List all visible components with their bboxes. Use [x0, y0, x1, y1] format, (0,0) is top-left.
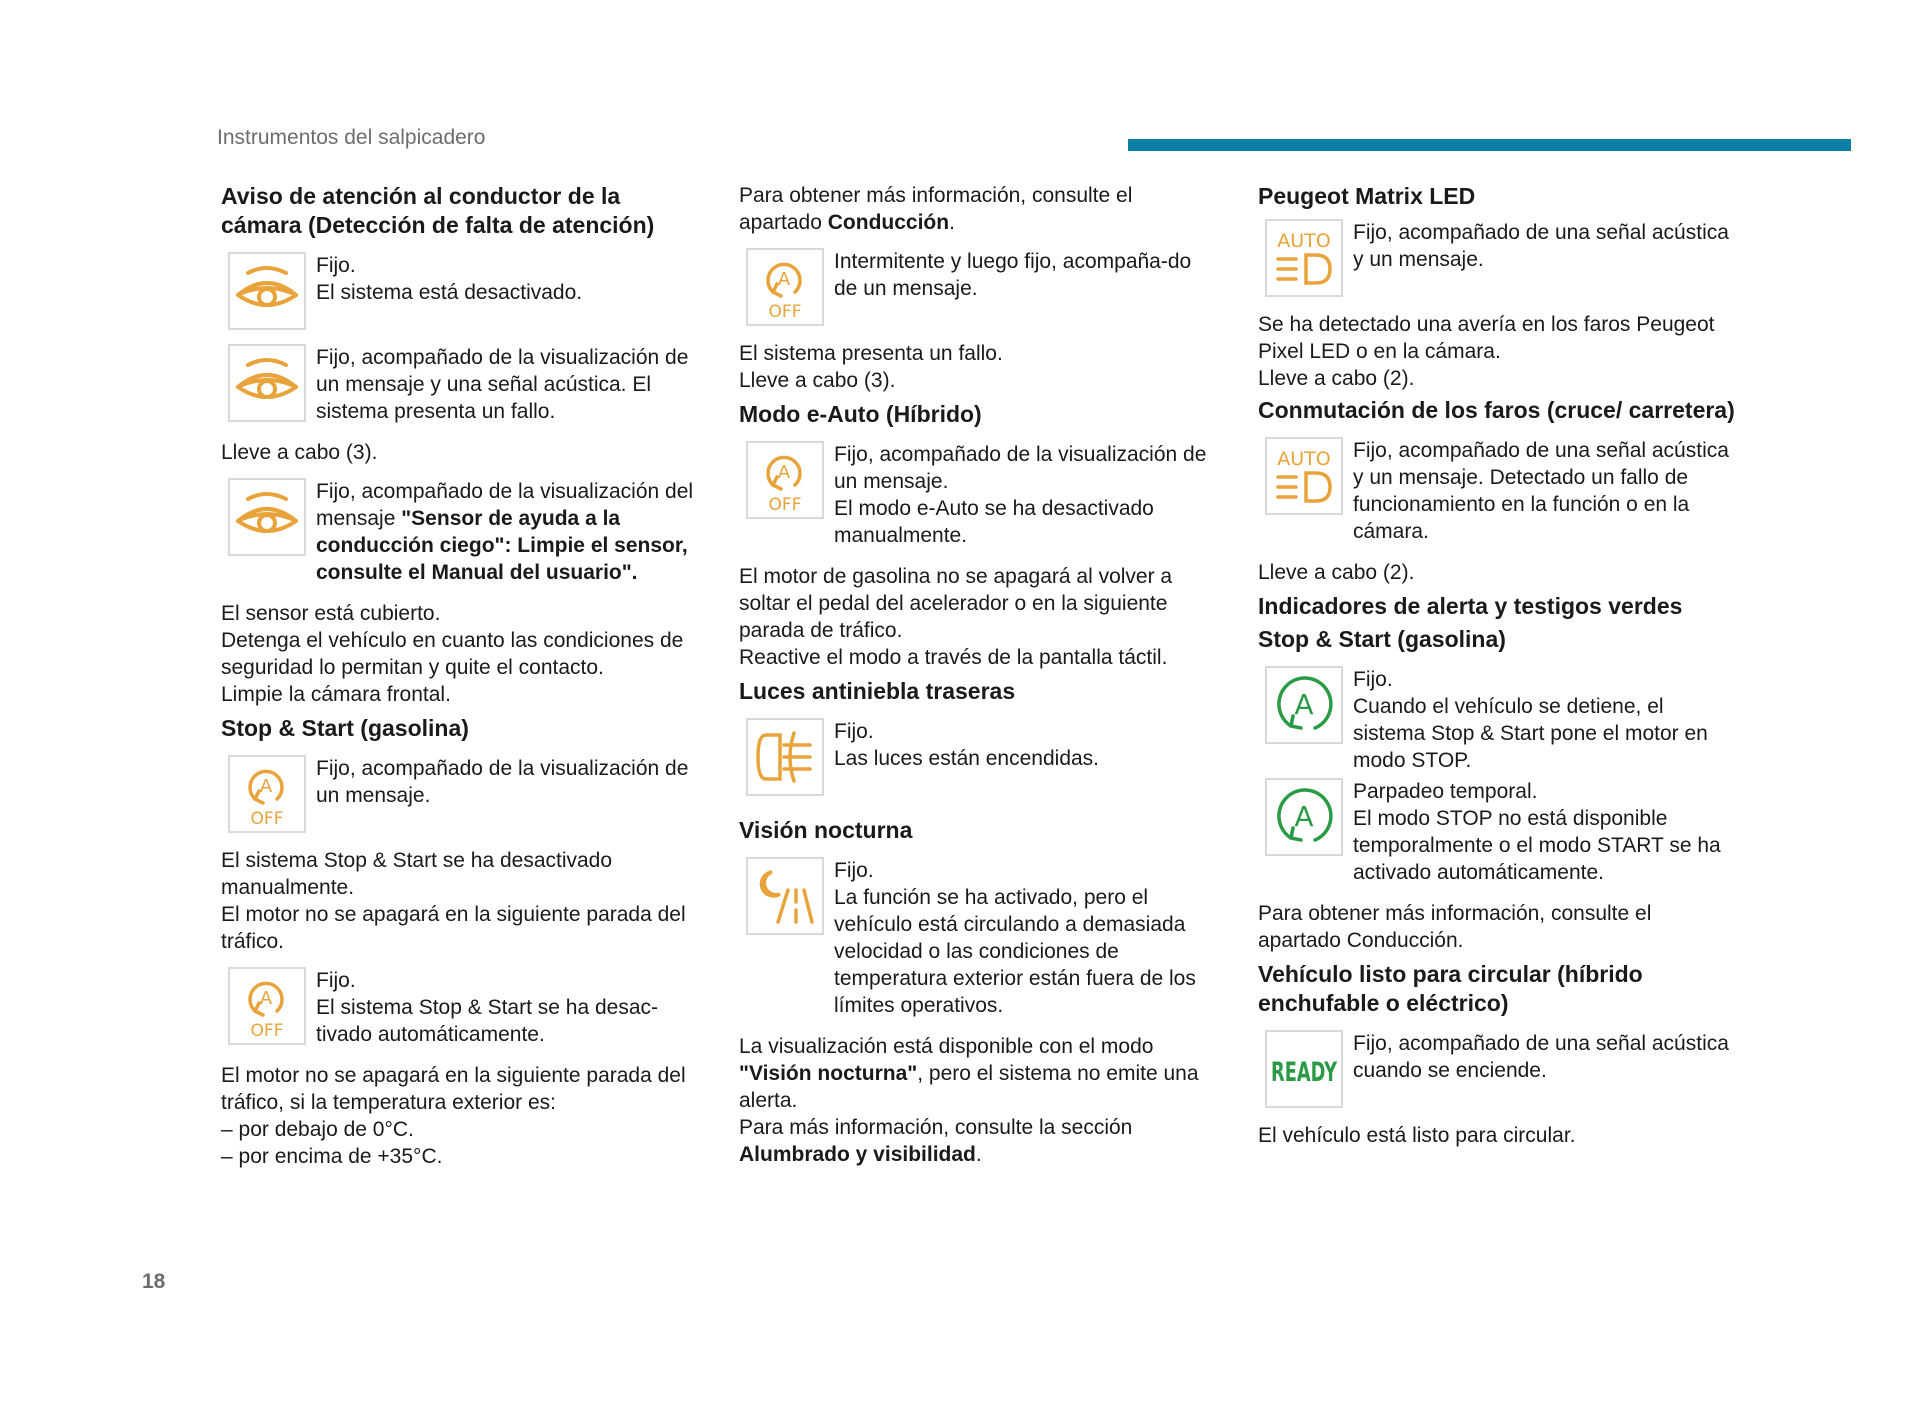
warning-item — [1258, 666, 1738, 774]
paragraph-line: El sistema Stop & Start se ha desactivado manualmente. — [221, 849, 613, 899]
svg-text:READY: READY — [1271, 1057, 1338, 1088]
auto-headlamp-icon — [1265, 219, 1343, 297]
warning-text: El sistema Stop & Start se ha desac-tivado automáticamente. — [316, 996, 658, 1046]
warning-text: Las luces están encendidas. — [834, 747, 1100, 770]
column-2 — [739, 182, 1219, 1168]
warning-item — [739, 441, 1219, 549]
night-vision-icon — [746, 857, 824, 935]
warning-text: El sistema está desactivado. — [316, 281, 583, 304]
heading-stop-start: Stop & Start (gasolina) — [221, 715, 469, 741]
warning-item — [221, 967, 701, 1048]
paragraph: Para más información, consulte la sección Alumbrado y visibilidad. — [739, 1116, 1133, 1166]
warning-state: Fijo. — [834, 859, 874, 882]
warning-state: Fijo. — [1353, 668, 1393, 691]
paragraph: Para obtener más información, consulte el apartado Conducción. — [739, 184, 1133, 234]
paragraph-line: Lleve a cabo (2). — [1258, 367, 1415, 390]
warning-text: Fijo, acompañado de la visualización del mensaje — [316, 480, 694, 530]
ready-icon — [1265, 1030, 1343, 1108]
svg-text:A: A — [1294, 688, 1314, 721]
warning-item — [1258, 778, 1738, 886]
warning-text: Fijo, acompañado de una señal acústica cuando se enciende. — [1353, 1032, 1729, 1082]
warning-state: Fijo. — [834, 720, 874, 743]
auto-off-icon — [746, 441, 824, 519]
auto-green-icon — [1265, 666, 1343, 744]
heading-headlamp-switching: Conmutación de los faros (cruce/ carretera) — [1258, 397, 1735, 423]
paragraph-line: – por encima de +35°C. — [221, 1145, 443, 1168]
warning-item — [739, 857, 1219, 1019]
drowsy-eye-icon — [228, 252, 306, 330]
column-1 — [221, 182, 701, 1170]
warning-item — [221, 478, 701, 586]
warning-text: Fijo, acompañado de una señal acústica y un mensaje. — [1353, 221, 1729, 271]
heading-green-indicators: Indicadores de alerta y testigos verdes — [1258, 593, 1683, 619]
warning-state: Fijo. — [316, 254, 356, 277]
heading-stop-start-green: Stop & Start (gasolina) — [1258, 626, 1506, 652]
auto-headlamp-icon — [1265, 437, 1343, 515]
svg-text:A: A — [777, 269, 791, 290]
paragraph-line: Limpie la cámara frontal. — [221, 683, 451, 706]
paragraph: La visualización está disponible con el modo "Visión nocturna", pero el sistema no emite una alerta. — [739, 1035, 1199, 1112]
warning-text: El modo e-Auto se ha desactivado manualmente. — [834, 497, 1154, 547]
svg-text:A: A — [1294, 800, 1314, 833]
drowsy-eye-icon — [228, 344, 306, 422]
warning-text: Cuando el vehículo se detiene, el sistema Stop & Start pone el motor en modo STOP. — [1353, 695, 1708, 772]
section-title: Instrumentos del salpicadero — [217, 126, 486, 149]
auto-green-icon — [1265, 778, 1343, 856]
rear-fog-light-icon — [746, 718, 824, 796]
paragraph-line: El motor de gasolina no se apagará al volver a soltar el pedal del acelerador o en la siguiente parada de tráfico. — [739, 565, 1173, 642]
paragraph: Lleve a cabo (3). — [221, 441, 378, 464]
warning-item — [739, 248, 1219, 326]
paragraph: Lleve a cabo (2). — [1258, 561, 1415, 584]
svg-text:OFF: OFF — [768, 495, 802, 515]
heading-night-vision: Visión nocturna — [739, 817, 913, 843]
warning-message-bold: "Sensor de ayuda a la conducción ciego": Limpie el sensor, consulte el Manual del usuario". — [316, 507, 688, 584]
heading-matrix-led: Peugeot Matrix LED — [1258, 183, 1476, 209]
heading-rear-fog: Luces antiniebla traseras — [739, 678, 1016, 704]
column-3 — [1258, 182, 1738, 1149]
paragraph-line: El motor no se apagará en la siguiente parada del tráfico, si la temperatura exterior es: — [221, 1064, 686, 1114]
paragraph-line: El motor no se apagará en la siguiente parada del tráfico. — [221, 903, 686, 953]
warning-item — [221, 755, 701, 833]
auto-off-icon — [228, 967, 306, 1045]
drowsy-eye-icon — [228, 478, 306, 556]
warning-state: Parpadeo temporal. — [1353, 780, 1538, 803]
svg-text:AUTO: AUTO — [1277, 230, 1331, 252]
warning-item — [1258, 219, 1738, 297]
paragraph: El vehículo está listo para circular. — [1258, 1124, 1576, 1147]
warning-item — [221, 344, 701, 425]
svg-text:AUTO: AUTO — [1277, 448, 1331, 470]
warning-text: Intermitente y luego fijo, acompaña-do de un mensaje. — [834, 250, 1192, 300]
paragraph-line: El sistema presenta un fallo. — [739, 342, 1003, 365]
paragraph-line: – por debajo de 0°C. — [221, 1118, 414, 1141]
svg-text:A: A — [259, 988, 273, 1009]
section-accent-bar — [1128, 139, 1851, 151]
paragraph: Para obtener más información, consulte el apartado Conducción. — [1258, 902, 1652, 952]
warning-item — [739, 718, 1219, 796]
warning-text: Fijo, acompañado de la visualización de un mensaje y una señal acústica. El sistema presenta un fallo. — [316, 346, 689, 423]
heading-e-auto: Modo e-Auto (Híbrido) — [739, 401, 982, 427]
paragraph-line: Reactive el modo a través de la pantalla táctil. — [739, 646, 1168, 669]
svg-text:OFF: OFF — [250, 1021, 284, 1041]
warning-text: La función se ha activado, pero el vehículo está circulando a demasiada velocidad o las condiciones de temperatura exterior están fuera de los límites operativos. — [834, 886, 1196, 1017]
heading-driver-attention: Aviso de atención al conductor de la cámara (Detección de falta de atención) — [221, 183, 655, 238]
warning-state: Fijo. — [316, 969, 356, 992]
warning-text: Fijo, acompañado de la visualización de un mensaje. — [316, 757, 689, 807]
paragraph-line: Se ha detectado una avería en los faros Peugeot Pixel LED o en la cámara. — [1258, 313, 1715, 363]
svg-text:OFF: OFF — [768, 302, 802, 322]
page-number: 18 — [142, 1270, 166, 1293]
warning-item — [1258, 437, 1738, 545]
paragraph-line: El sensor está cubierto. — [221, 602, 441, 625]
warning-item — [1258, 1030, 1738, 1108]
svg-text:A: A — [777, 462, 791, 483]
paragraph-line: Detenga el vehículo en cuanto las condiciones de seguridad lo permitan y quite el contacto. — [221, 629, 684, 679]
warning-text: Fijo, acompañado de una señal acústica y un mensaje. Detectado un fallo de funcionamiento en la función o en la cámara. — [1353, 439, 1729, 543]
auto-off-icon — [746, 248, 824, 326]
auto-off-icon — [228, 755, 306, 833]
svg-text:A: A — [259, 776, 273, 797]
warning-text: Fijo, acompañado de la visualización de un mensaje. — [834, 443, 1207, 493]
svg-text:OFF: OFF — [250, 809, 284, 829]
paragraph-line: Lleve a cabo (3). — [739, 369, 896, 392]
heading-ready: Vehículo listo para circular (híbrido enchufable o eléctrico) — [1258, 961, 1643, 1016]
warning-text: El modo STOP no está disponible temporalmente o el modo START se ha activado automáticamente. — [1353, 807, 1721, 884]
warning-item — [221, 252, 701, 330]
